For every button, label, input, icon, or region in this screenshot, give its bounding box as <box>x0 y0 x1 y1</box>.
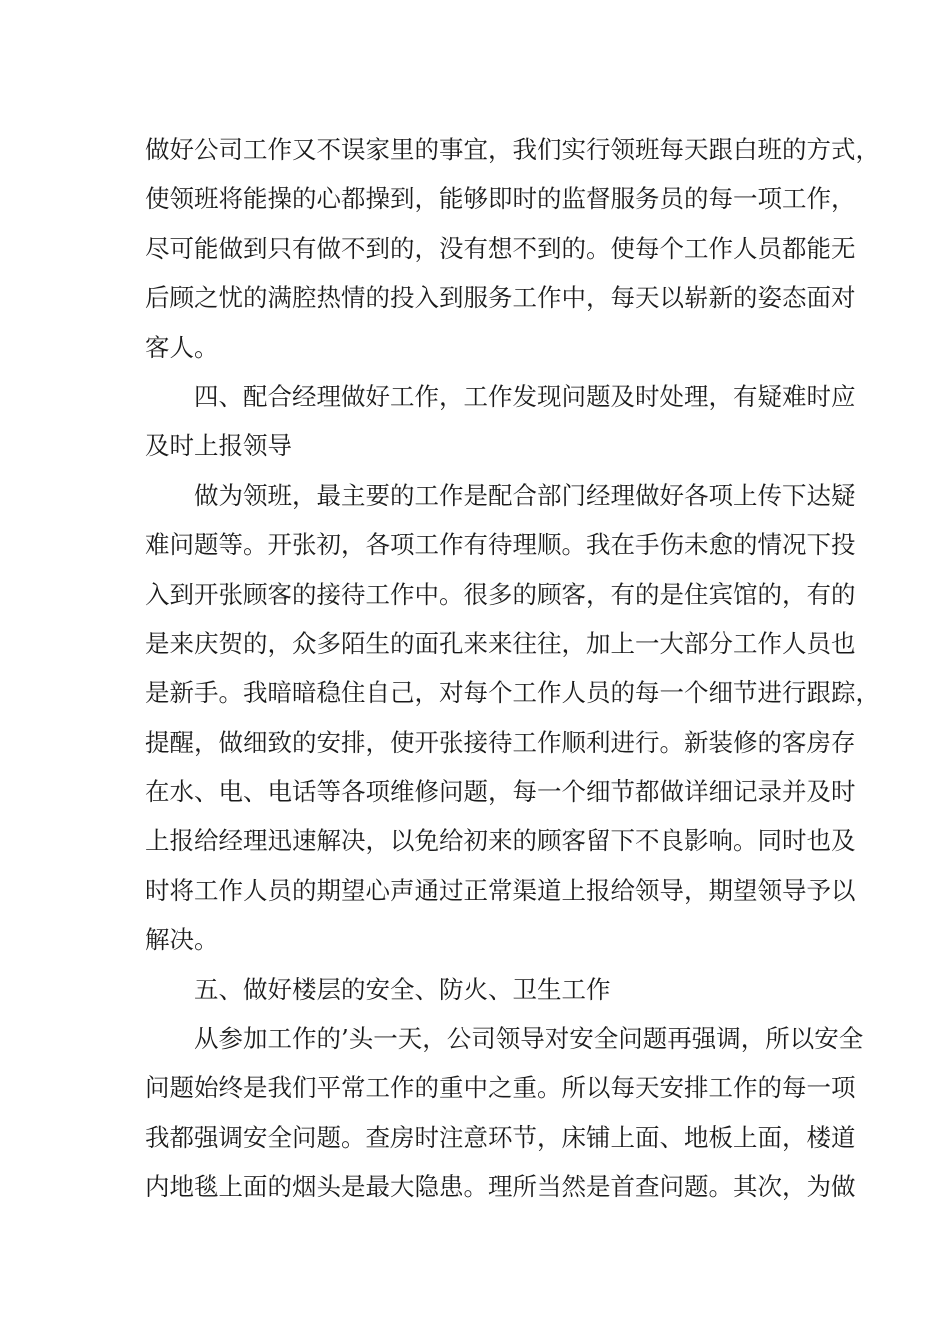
text-line: 后顾之忧的满腔热情的投入到服务工作中，每天以崭新的姿态面对 <box>145 283 856 313</box>
text-line: 客人。 <box>145 332 219 362</box>
text-line: 尽可能做到只有做不到的，没有想不到的。使每个工作人员都能无 <box>145 233 856 263</box>
text-line: 做为领班，最主要的工作是配合部门经理做好各项上传下达疑 <box>194 480 856 510</box>
text-line: 是新手。我暗暗稳住自己，对每个工作人员的每一个细节进行跟踪， <box>145 678 880 708</box>
text-line: 五、做好楼层的安全、防火、卫生工作 <box>194 974 611 1004</box>
text-line: 难问题等。开张初，各项工作有待理顺。我在手伤未愈的情况下投 <box>145 530 856 560</box>
text-line: 使领班将能操的心都操到，能够即时的监督服务员的每一项工作， <box>145 184 856 214</box>
text-line: 及时上报领导 <box>145 431 292 461</box>
text-line: 四、配合经理做好工作，工作发现问题及时处理，有疑难时应 <box>194 381 856 411</box>
text-line: 是来庆贺的，众多陌生的面孔来来往往，加上一大部分工作人员也 <box>145 628 856 658</box>
text-line: 在水、电、电话等各项维修问题，每一个细节都做详细记录并及时 <box>145 777 856 807</box>
document-body <box>145 125 880 1212</box>
text-line: 提醒，做细致的安排，使开张接待工作顺利进行。新装修的客房存 <box>145 727 856 757</box>
text-line: 做好公司工作又不误家里的事宜，我们实行领班每天跟白班的方式， <box>145 135 880 164</box>
text-line: 解决。 <box>145 925 219 955</box>
text-line: 入到开张顾客的接待工作中。很多的顾客，有的是住宾馆的，有的 <box>145 579 856 609</box>
text-line: 我都强调安全问题。查房时注意环节，床铺上面、地板上面，楼道 <box>145 1122 856 1152</box>
text-line: 上报给经理迅速解决，以免给初来的顾客留下不良影响。同时也及 <box>145 826 856 856</box>
text-line: 从参加工作的’头一天，公司领导对安全问题再强调，所以安全 <box>194 1024 864 1054</box>
text-line: 时将工作人员的期望心声通过正常渠道上报给领导，期望领导予以 <box>145 875 856 905</box>
text-line: 问题始终是我们平常工作的重中之重。所以每天安排工作的每一项 <box>145 1073 856 1103</box>
text-line: 内地毯上面的烟头是最大隐患。理所当然是首查问题。其次，为做 <box>145 1172 856 1202</box>
